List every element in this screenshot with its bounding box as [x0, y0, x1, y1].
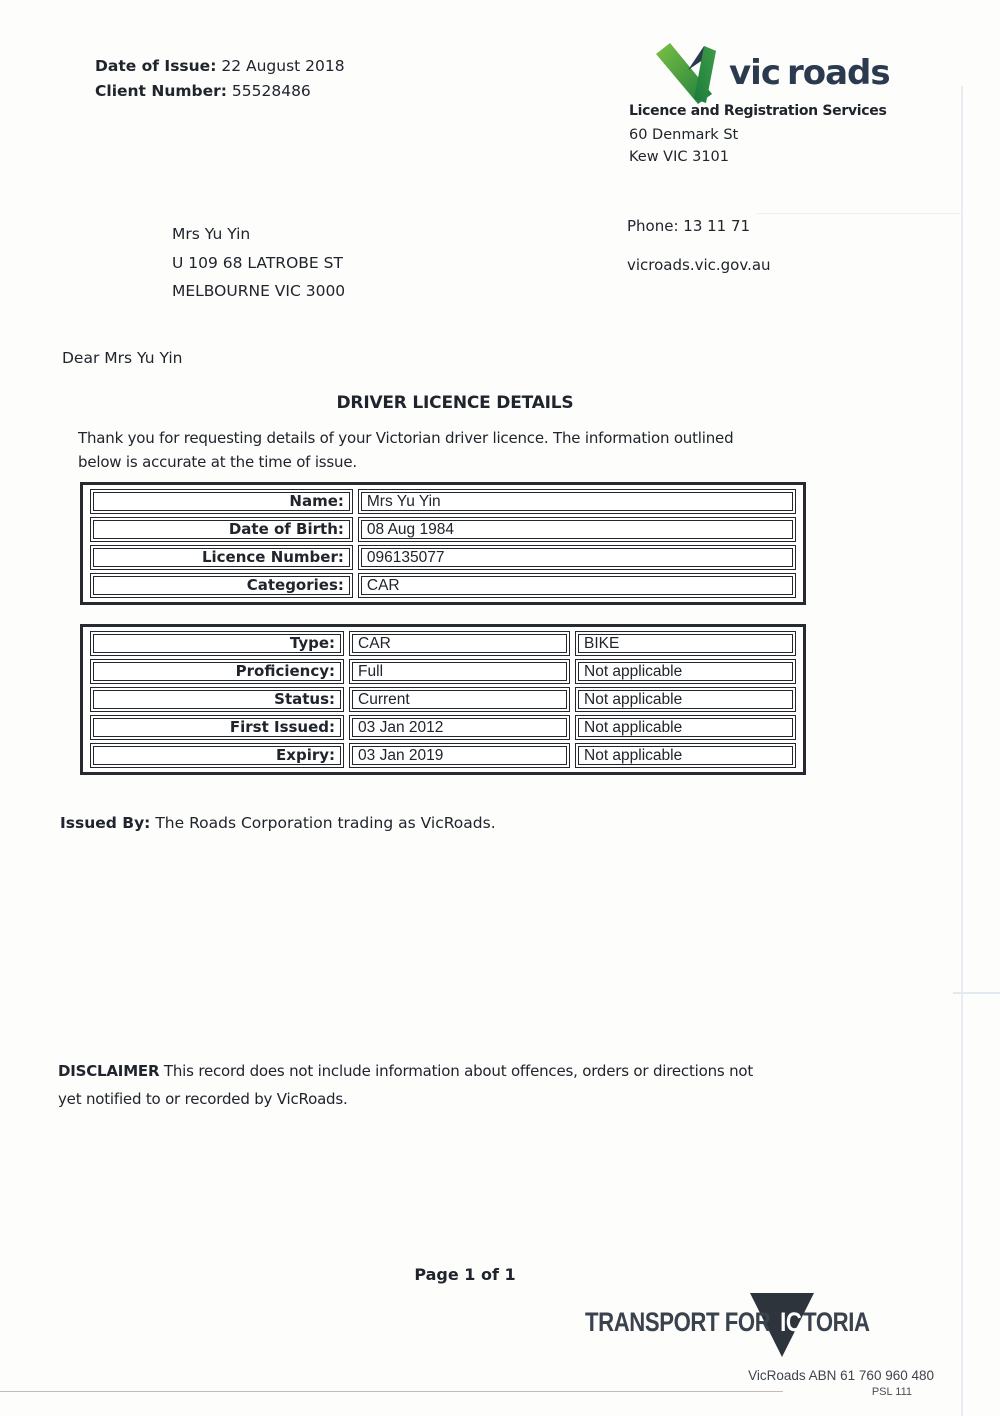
disclaimer-line1	[58, 1057, 753, 1085]
issue-details	[95, 54, 345, 104]
abn-block	[748, 1368, 934, 1398]
date-of-issue-line	[95, 54, 345, 79]
disclaimer-text1: This record does not include information about offences, orders or directions not	[163, 1062, 754, 1080]
recipient-address-line2: MELBOURNE VIC 3000	[172, 282, 346, 300]
scan-artifact-header	[757, 213, 962, 214]
footer-divider	[0, 1391, 783, 1392]
row-label: Expiry:	[90, 743, 344, 768]
row-label: Status:	[90, 687, 344, 712]
table-row	[90, 687, 796, 712]
scan-artifact-horizontal	[953, 992, 1000, 994]
logotype-roads: roads	[786, 53, 890, 93]
sender-service-name: Licence and Registration Services	[629, 103, 887, 119]
row-value-bike: Not applicable	[575, 743, 796, 768]
table-row	[90, 573, 796, 598]
row-value: CAR	[358, 573, 796, 598]
row-value-car: 03 Jan 2019	[349, 743, 570, 768]
issued-by-line	[60, 814, 496, 832]
row-value-car: 03 Jan 2012	[349, 715, 570, 740]
recipient-address	[172, 220, 345, 306]
row-label: Categories:	[90, 573, 353, 598]
issued-by-label: Issued By:	[60, 814, 151, 832]
sender-street: 60 Denmark St	[629, 127, 739, 143]
licence-type-table	[80, 624, 806, 775]
issued-by-text: The Roads Corporation trading as VicRoads.	[155, 814, 496, 832]
table-row	[90, 545, 796, 570]
salutation: Dear Mrs Yu Yin	[62, 349, 183, 367]
date-of-issue-label: Date of Issue:	[95, 57, 217, 75]
table-row	[90, 715, 796, 740]
row-label: Proficiency:	[90, 659, 344, 684]
brand-overlap: IC	[780, 1307, 802, 1337]
row-label: Type:	[90, 631, 344, 656]
row-value-bike: BIKE	[575, 631, 796, 656]
vicroads-logo-icon	[652, 38, 730, 108]
brand-left: TRANSPORT FOR	[585, 1307, 771, 1337]
table-row	[90, 517, 796, 542]
row-value: 08 Aug 1984	[358, 517, 796, 542]
table-row	[90, 743, 796, 768]
sender-suburb: Kew VIC 3101	[629, 149, 730, 165]
row-value-car: Full	[349, 659, 570, 684]
logotype-vic: vic	[729, 53, 780, 93]
client-number-value: 55528486	[231, 82, 311, 100]
recipient-name: Mrs Yu Yin	[172, 225, 251, 243]
table-row	[90, 631, 796, 656]
sender-website: vicroads.vic.gov.au	[627, 256, 771, 274]
row-label: First Issued:	[90, 715, 344, 740]
abn-text: VicRoads ABN 61 760 960 480	[748, 1368, 934, 1383]
intro-line1: Thank you for requesting details of your Victorian driver licence. The information outlined	[78, 429, 734, 447]
row-value-bike: Not applicable	[575, 687, 796, 712]
table-row	[90, 489, 796, 514]
row-label: Date of Birth:	[90, 517, 353, 542]
scan-artifact-vertical	[961, 86, 963, 1416]
letter-title: DRIVER LICENCE DETAILS	[336, 393, 574, 413]
row-value-car: Current	[349, 687, 570, 712]
form-code: PSL 111	[871, 1386, 912, 1398]
intro-paragraph	[78, 427, 733, 474]
brand-wordmark	[585, 1307, 870, 1338]
row-value: 096135077	[358, 545, 796, 570]
transport-for-victoria-logo	[585, 1293, 895, 1368]
row-value-bike: Not applicable	[575, 659, 796, 684]
disclaimer-label: DISCLAIMER	[58, 1062, 160, 1080]
row-label: Name:	[90, 489, 353, 514]
page-number: Page 1 of 1	[414, 1265, 516, 1284]
row-value: Mrs Yu Yin	[358, 489, 796, 514]
row-value-bike: Not applicable	[575, 715, 796, 740]
brand-right: TORIA	[803, 1307, 870, 1337]
client-number-line	[95, 79, 345, 104]
intro-line2: below is accurate at the time of issue.	[78, 452, 357, 471]
vicroads-logotype	[729, 53, 890, 93]
sender-phone: Phone: 13 11 71	[627, 217, 751, 235]
client-number-label: Client Number:	[95, 82, 227, 100]
row-value-car: CAR	[349, 631, 570, 656]
date-of-issue-value: 22 August 2018	[221, 57, 345, 75]
licence-details-table	[80, 482, 806, 605]
recipient-address-line1: U 109 68 LATROBE ST	[172, 253, 343, 272]
table-row	[90, 659, 796, 684]
disclaimer	[58, 1057, 753, 1113]
disclaimer-line2: yet notified to or recorded by VicRoads.	[58, 1090, 348, 1108]
row-label: Licence Number:	[90, 545, 353, 570]
